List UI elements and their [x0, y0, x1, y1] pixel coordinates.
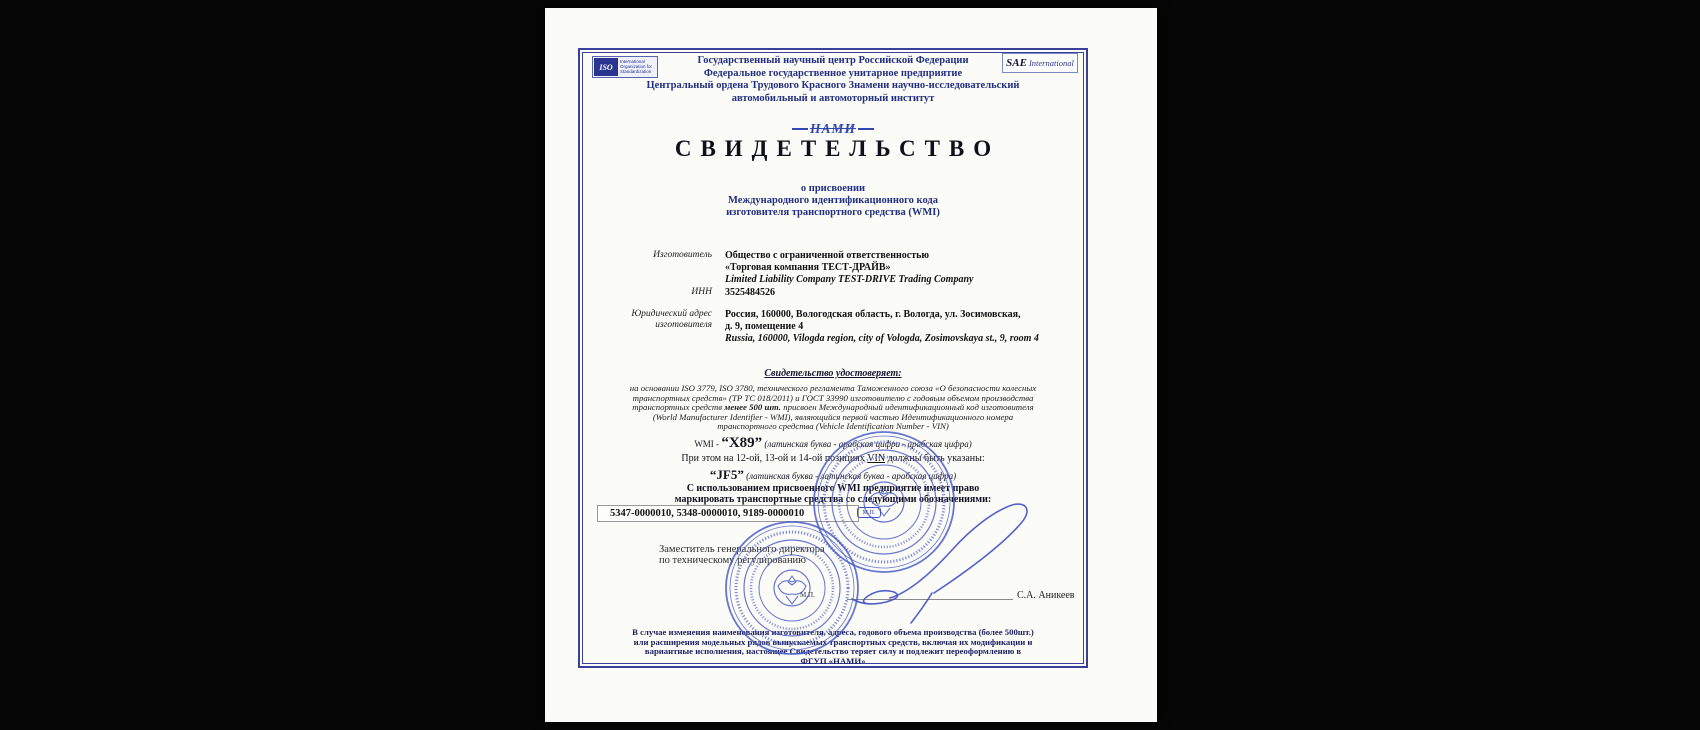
footer-line: В случае изменения наименования изготовителя, адреса, годового объема производства (более 500шт.)	[632, 627, 1034, 637]
handwritten-signature	[852, 504, 1027, 623]
inn-value: 3525484526	[725, 287, 775, 298]
header-line: автомобильный и автомоторный институт	[731, 92, 935, 104]
legal-address-ru1: Россия, 160000, Вологодская область, г. Вологда, ул. Зосимовская,	[725, 309, 1021, 320]
iso-caption: International Organization for Standardization	[620, 59, 653, 74]
signatory-role-1: Заместитель генерального директора	[659, 544, 825, 555]
subtitle-line: о присвоении	[800, 183, 866, 194]
manufacturer-name-ru1: Общество с ограниченной ответственностью	[725, 250, 930, 261]
jf5-code-note: (латинская буква - латинская буква - арабская цифра)	[743, 471, 957, 481]
vin-position-line: При этом на 12-ой, 13-ой и 14-ой позициях VIN должны быть указаны:	[681, 453, 985, 464]
document-title: СВИДЕТЕЛЬСТВО	[674, 136, 1001, 161]
stamp-place-small: М.П.	[857, 507, 881, 518]
sae-logo-subtext: International	[1028, 58, 1074, 68]
subtitle-line: Международного идентификационного кода	[728, 195, 938, 206]
sae-logo-text: SAE	[1006, 57, 1027, 69]
legal-address-label-1: Юридический адрес	[631, 309, 712, 319]
header-line: Федеральное государственное унитарное предприятие	[703, 67, 963, 79]
jf5-code: “JF5”	[709, 467, 744, 482]
certificate-page	[545, 8, 1157, 722]
inn-label: ИНН	[691, 287, 712, 297]
footer-line: вариантные исполнения, настоящее Свидетельство теряет силу и подлежит переоформлению в	[644, 646, 1022, 657]
manufacturer-label: Изготовитель	[653, 250, 712, 260]
footer-line: ФГУП «НАМИ»	[800, 655, 866, 666]
signatory-role-2: по техническому регулированию	[659, 555, 807, 566]
certifies-line: на основании ISO 3779, ISO 3780, технического регламента Таможенного союза «О безопасности колесных	[629, 383, 1037, 393]
legal-address-label-2: изготовителя	[655, 320, 712, 330]
stamp-place-label: М.П.	[800, 591, 815, 599]
footer-line: или расширения модельных рядов выпускаемых транспортных средств, включая их модификации и	[633, 636, 1033, 647]
manufacturer-name-en: Limited Liability Company TEST-DRIVE Trading Company	[725, 274, 974, 285]
nami-logo-text: НАМИ	[809, 121, 856, 136]
rights-line-2: маркировать транспортные средства со следующими обозначениями:	[674, 494, 992, 505]
stamps-and-signature-layer	[580, 50, 1090, 666]
wmi-code: “X89”	[721, 435, 763, 451]
legal-address-en: Russia, 160000, Vilogda region, city of Vologda, Zosimovskaya st., 9, room 4	[725, 333, 1039, 344]
wmi-numbers-box: 5347-0000010, 5348-0000010, 9189-0000010	[597, 505, 859, 522]
certifies-line: (World Manufacturer Identifier - WMI), являющийся первой частью Идентификационного номера	[652, 411, 1014, 422]
header-line: Центральный ордена Трудового Красного Знамени научно-исследовательский	[646, 80, 1020, 91]
certifies-line: транспортного средства (Vehicle Identification Number - VIN)	[717, 421, 949, 432]
rights-line-1: С использованием присвоенного WMI предприятие имеет право	[686, 483, 980, 494]
vin-abbr: VIN	[867, 453, 886, 464]
legal-address-ru2: д. 9, помещение 4	[725, 321, 804, 332]
header-line: Государственный научный центр Российской Федерации	[697, 55, 969, 66]
iso-icon: ISO	[594, 58, 618, 76]
wmi-prefix: WMI -	[694, 439, 722, 449]
certificate-border	[578, 48, 1088, 668]
round-stamp-upper	[814, 432, 954, 572]
manufacturer-name-ru2: «Торговая компания ТЕСТ-ДРАЙВ»	[725, 262, 891, 273]
certifies-line: транспортных средств» (ТР ТС 018/2011) и ГОСТ 33990 изготовителю с годовым объемом производства	[632, 392, 1034, 403]
wmi-code-note: (латинская буква - арабская цифра - арабская цифра)	[762, 439, 972, 449]
signatory-name: С.А. Аникеев	[1017, 590, 1075, 601]
subtitle-line: изготовителя транспортного средства (WMI)	[726, 207, 940, 218]
certifies-line: транспортных средств менее 500 шт. присвоен Международный идентификационный код изготовителя	[632, 402, 1034, 413]
certifies-heading: Свидетельство удостоверяет:	[764, 368, 902, 379]
round-stamp-lower	[726, 522, 858, 654]
